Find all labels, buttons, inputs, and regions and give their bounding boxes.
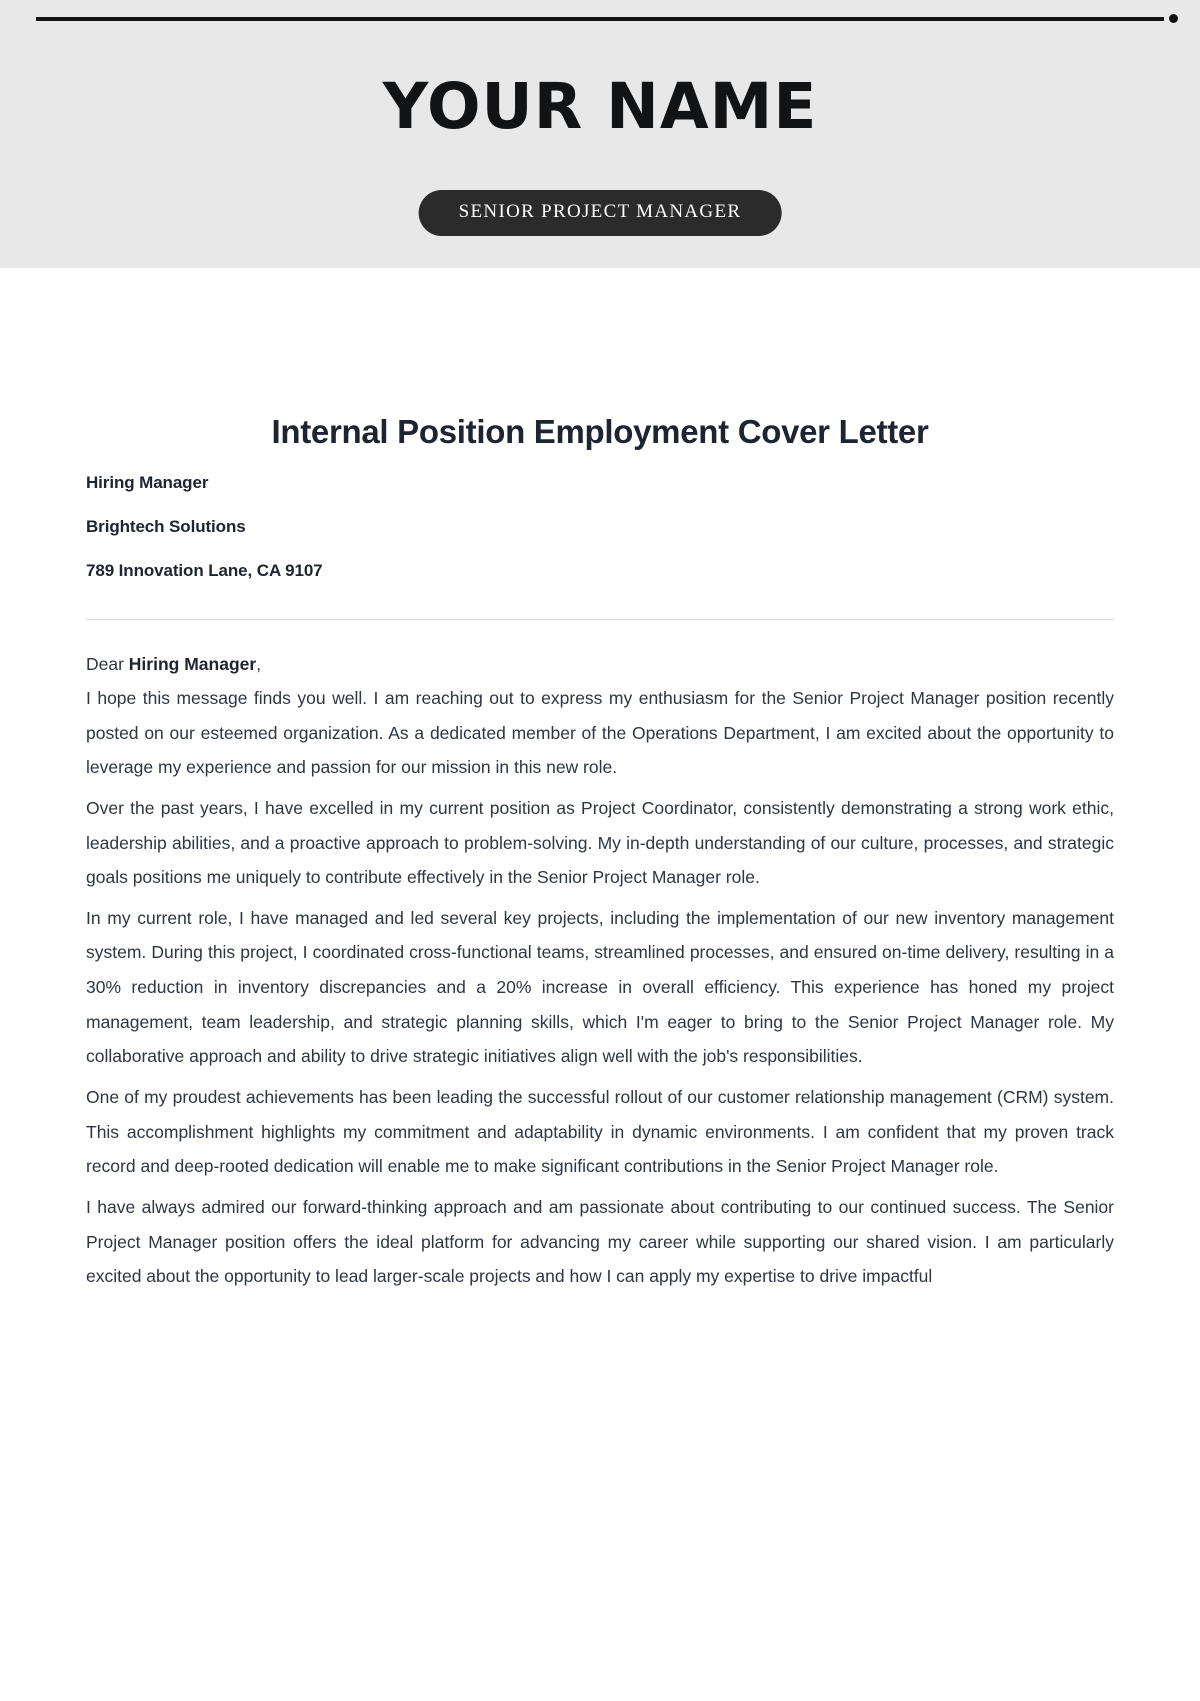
top-dot-decoration: [1169, 14, 1178, 23]
salutation: [86, 654, 1114, 675]
top-rule-decoration: [36, 17, 1164, 21]
header-band: [0, 0, 1200, 268]
salutation-name: Hiring Manager: [128, 654, 257, 674]
recipient-address: 789 Innovation Lane, CA 9107: [86, 561, 323, 580]
letter-body: [0, 413, 1200, 1294]
role-badge: SENIOR PROJECT MANAGER: [419, 190, 782, 236]
letter-paragraph: I have always admired our forward-thinking approach and am passionate about contributing to our continued success. The Senior Project Manager position offers the ideal platform for advancing my career while supporting our shared vision. I am particularly excited about the opportunity to lead larger-scale projects and how I can apply my expertise to drive impactful: [86, 1196, 1114, 1287]
letter-paragraph: In my current role, I have managed and led several key projects, including the implementation of our new inventory management system. During this project, I coordinated cross-functional teams, streamlined processes, and ensured on-time delivery, resulting in a 30% reduction in inventory discrepancies and a 20% increase in overall efficiency. This experience has honed my project management, team leadership, and strategic planning skills, which I'm eager to bring to the Senior Project Manager role. My collaborative approach and ability to drive strategic initiatives align well with the job's responsibilities.: [86, 907, 1114, 1067]
salutation-suffix: ,: [256, 654, 262, 674]
recipient-name: Hiring Manager: [86, 473, 209, 492]
document-title: Internal Position Employment Cover Letter: [271, 413, 929, 450]
letter-paragraph: Over the past years, I have excelled in my current position as Project Coordinator, consistently demonstrating a strong work ethic, leadership abilities, and a proactive approach to problem-solving. My in-depth understanding of our culture, processes, and strategic goals positions me uniquely to contribute effectively in the Senior Project Manager role.: [86, 797, 1114, 888]
recipient-company: Brightech Solutions: [86, 517, 246, 536]
letter-paragraph: One of my proudest achievements has been leading the successful rollout of our customer relationship management (CRM) system. This accomplishment highlights my commitment and adaptability in dynamic environments. I am confident that my proven track record and deep-rooted dedication will enable me to make significant contributions in the Senior Project Manager role.: [86, 1087, 1114, 1177]
letter-paragraph: I hope this message finds you well. I am reaching out to express my enthusiasm for the Senior Project Manager position recently posted on our esteemed organization. As a dedicated member of the Operations Department, I am excited about the opportunity to leverage my experience and passion for our mission in this new role.: [86, 688, 1114, 778]
salutation-prefix: Dear: [86, 654, 129, 674]
recipient-block: [86, 473, 1114, 581]
section-divider: [86, 619, 1114, 620]
page-title: YOUR NAME: [382, 70, 818, 143]
